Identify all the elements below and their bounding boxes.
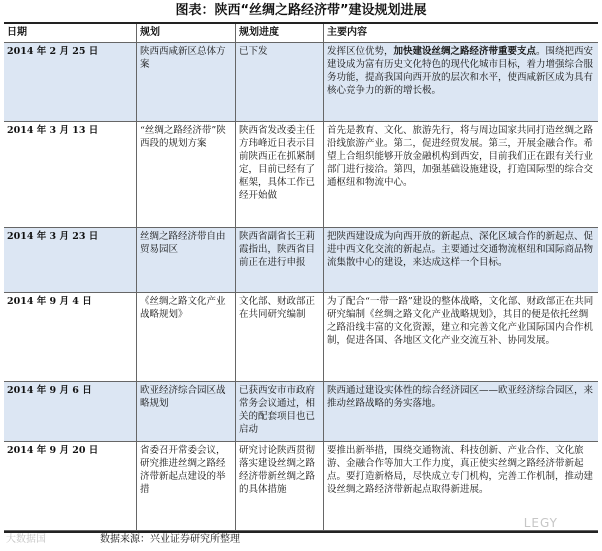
row1-content-b: 。围绕把西安建设成为富有历史文化特色的现代化城市目标，着力增强综合服务功能，提高我国向西开放的层次和水平，使西咸新区成为具有核心竞争力的新的增长极。 (327, 46, 594, 96)
row6-content: 要推出新举措，围绕交通物流、科技创新、产业合作、文化旅游、金融合作等加大工作力度，真正使实丝绸之路经济带新起点。要打造新格局，尽快成立专门机构，完善工作机制，推动建设丝绸之路经济带新起点取得新进展。 (324, 442, 598, 531)
row4-progress: 文化部、财政部正在共同研究编制 (236, 293, 324, 382)
row2-progress: 陕西省发改委主任方玮峰近日表示目前陕西正在抓紧制定，目前已经有了框架，具体工作已经开始做 (236, 122, 324, 228)
header-date: 日期 (4, 24, 137, 43)
header-plan: 规划 (137, 24, 236, 43)
row1-date: 2014 年 2 月 25 日 (4, 43, 137, 122)
planning-table (4, 22, 598, 533)
row6-progress: 研究讨论陕西贯彻落实建设丝绸之路经济带新丝绸之路的具体措施 (236, 442, 324, 531)
row6-date: 2014 年 9 月 20 日 (4, 442, 137, 531)
header-progress: 规划进度 (236, 24, 324, 43)
row5-progress: 已获西安市市政府常务会议通过，相关的配套项目也已启动 (236, 382, 324, 442)
row3-content: 把陕西建设成为向西开放的新起点、深化区域合作的新起点、促进中西文化交流的新起点。主要通过交通物流枢纽和国际商品物流集散中心的建设，来达成这样一个目标。 (324, 228, 598, 293)
row1-content-a: 发挥区位优势， (327, 46, 394, 57)
row2-plan: “丝绸之路经济带”陕西段的规划方案 (137, 122, 236, 228)
source-note: 数据来源：兴业证券研究所整理 (100, 534, 240, 545)
row4-plan: 《丝绸之路文化产业战略规划》 (137, 293, 236, 382)
row5-plan: 欧亚经济综合园区战略规划 (137, 382, 236, 442)
row4-content: 为了配合“一带一路”建设的整体战略，文化部、财政部正在共同研究编制《丝绸之路文化产业战略规划》，其目的便是依托丝绸之路沿线丰富的文化资源，建立和完善文化产业国际国内合作机制，促进各国、各地区文化产业交流互补、协同发展。 (324, 293, 598, 382)
row4-date: 2014 年 9 月 4 日 (4, 293, 137, 382)
row3-progress: 陕西省副省长王莉霞指出，陕西省目前正在进行申报 (236, 228, 324, 293)
row5-content: 陕西通过建设实体性的综合经济园区——欧亚经济综合园区，来推动丝路战略的务实落地。 (324, 382, 598, 442)
row3-plan: 丝绸之路经济带自由贸易园区 (137, 228, 236, 293)
row1-content-bold: 加快建设丝绸之路经济带重要支点 (393, 46, 537, 57)
row1-plan: 陕西西咸新区总体方案 (137, 43, 236, 122)
watermark-left-logo: 大数据国 (6, 534, 46, 545)
row2-date: 2014 年 3 月 13 日 (4, 122, 137, 228)
row6-plan: 省委召开常委会议，研究推进丝绸之路经济带新起点建设的举措 (137, 442, 236, 531)
row3-date: 2014 年 3 月 23 日 (4, 228, 137, 293)
page-title: 图表：陕西“丝绸之路经济带”建设规划进展 (175, 3, 427, 18)
row2-content: 首先是教育、文化、旅游先行，将与周边国家共同打造丝绸之路沿线旅游产业。第二，促进经贸发展。第三，开展金融合作。希望上合组织能够开放金融机构到西安，目前我们正在跟有关行业部门进行接洽。第四，加强基础设施建设，打造国际型的综合交通枢纽和物流中心。 (324, 122, 598, 228)
watermark-right-logo: LEGY (523, 516, 558, 530)
row5-date: 2014 年 9 月 6 日 (4, 382, 137, 442)
row1-content (324, 43, 598, 122)
row1-progress: 已下发 (236, 43, 324, 122)
header-content: 主要内容 (324, 24, 598, 43)
